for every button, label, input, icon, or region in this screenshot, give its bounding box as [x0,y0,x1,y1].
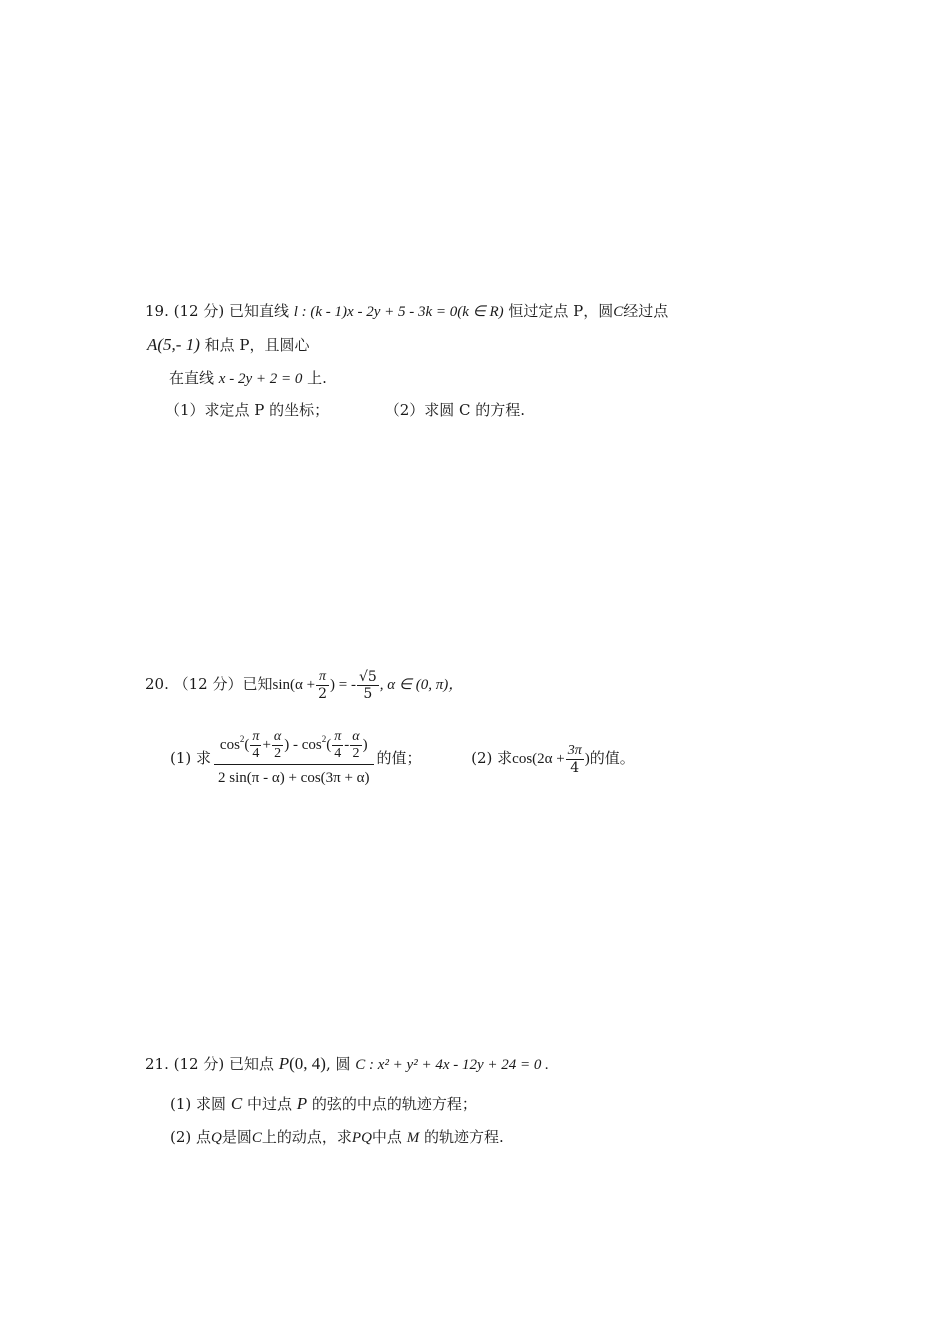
q21-part1-b: 中过点 [246,1095,292,1113]
q20-alpha-over-2-a [272,729,283,762]
q19-parts [165,400,525,420]
q20-square-a: 2 [239,733,245,744]
q20-pi-a: π [252,729,260,744]
q21-part2-b: 是圆 [221,1128,252,1146]
q19-intro-text: 19. (12 分) 已知直线 [145,302,289,320]
q21-circle-label: , 圆 [325,1055,351,1073]
q20-pi-over-4-b [332,729,343,762]
q21-part2-a: (2) 点 [170,1128,212,1146]
q19-circle-symbol: C [613,304,624,320]
q19-line-equation: l : (k - 1)x - 2y + 5 - 3k = 0(k ∈ R) [293,304,504,320]
q19-part2: （2）求圆 C 的方程. [384,401,526,419]
q20-pi-b: π [334,729,342,744]
q19-fixed-point-text: 恒过定点 P，圆 [508,302,614,320]
q20-square-b: 2 [321,733,327,744]
q20-line1 [145,662,463,706]
q21-part2-e: 中点 [371,1128,402,1146]
q19-on-text: 上. [307,369,327,387]
q20-open-paren-2: ( [326,736,332,753]
q21-part1 [170,1094,477,1114]
q21-part2-m: M [406,1130,420,1146]
q20-minus: - [344,736,350,753]
q20-pi-over-2 [316,669,329,702]
q20-part2-close: ) [584,751,590,767]
q21-circle-equation: C : x² + y² + 4x - 12y + 24 = 0 . [355,1057,549,1073]
q20-two-denominator: 2 [318,685,327,702]
q21-part2-d: 上的动点，求 [261,1128,352,1146]
q20-alpha-domain: , α ∈ (0, π)， [379,677,464,693]
q21-part1-a: (1) 求圆 [170,1095,227,1113]
q20-part1-denominator: 2 sin(π - α) + cos(3π + α) [218,770,370,786]
q20-3pi-over-4 [566,743,584,776]
q20-two-b: 2 [352,746,360,761]
q20-five: 5 [363,685,373,702]
q20-part2-label: (2) 求 [471,749,513,767]
q19-point-a: A(5,- 1) [147,335,200,354]
q21-intro-text: 21. (12 分) 已知点 [145,1055,274,1073]
q19-line3 [169,368,327,389]
q19-passes-text: 经过点 [623,302,669,320]
q19-center-text: 和点 P，且圆心 [204,336,310,354]
q20-part1-label: (1) 求 [170,749,212,767]
q20-four-b: 4 [334,746,342,761]
q20-number: 20. [145,675,169,693]
q20-equals-negative: ) = - [330,677,356,693]
q20-part1-numerator [214,729,374,765]
q20-part2-end: 的值。 [589,749,635,767]
q20-cos-a: cos [219,736,240,753]
q20-part1-end: 的值； [376,749,422,767]
q19-line1 [145,301,668,322]
q19-center-line-equation: x - 2y + 2 = 0 [218,371,303,387]
q21-part2-c: C [251,1130,262,1146]
q20-part1-fraction [214,729,374,789]
q20-four-c: 4 [570,759,580,776]
q21-part2-pq: PQ [351,1130,372,1146]
q21-part2-q: Q [211,1130,222,1146]
q20-two-a: 2 [274,746,282,761]
q20-sqrt5: √5 [358,668,377,685]
q21-point-coords: (0, 4) [289,1054,326,1073]
q20-parts [170,728,635,788]
q20-intro-text: （12 分）已知 [173,675,273,693]
q20-open-paren: ( [244,736,250,753]
q19-on-line-text: 在直线 [169,369,215,387]
q20-alpha-b: α [352,729,360,744]
q20-four-a: 4 [252,746,260,761]
q20-plus: + [262,736,271,753]
q20-alpha-a: α [273,729,282,744]
q19-line2 [147,335,310,355]
q21-point-p: P [278,1054,290,1073]
q20-root5-over-5 [357,669,379,702]
q20-minus-cos: ) - cos [284,736,322,753]
q21-part2 [170,1127,504,1148]
q21-part1-end: 的弦的中点的轨迹方程； [311,1095,477,1113]
q21-part2-end: 的轨迹方程. [424,1128,504,1146]
q19-part1: （1）求定点 P 的坐标； [165,401,330,419]
q20-part2-expr: cos(2α + [512,751,565,767]
q21-part1-p: P [296,1094,308,1113]
q20-pi-over-4-a [250,729,261,762]
q20-alpha-over-2-b [350,729,361,762]
q21-part1-c: C [230,1094,243,1113]
q20-sin-expr: sin(α + [272,677,316,693]
q20-close-paren: ) [362,736,368,753]
q20-3pi: 3π [567,742,582,758]
q21-line1 [145,1054,549,1075]
q20-pi-numerator: π [316,669,329,686]
